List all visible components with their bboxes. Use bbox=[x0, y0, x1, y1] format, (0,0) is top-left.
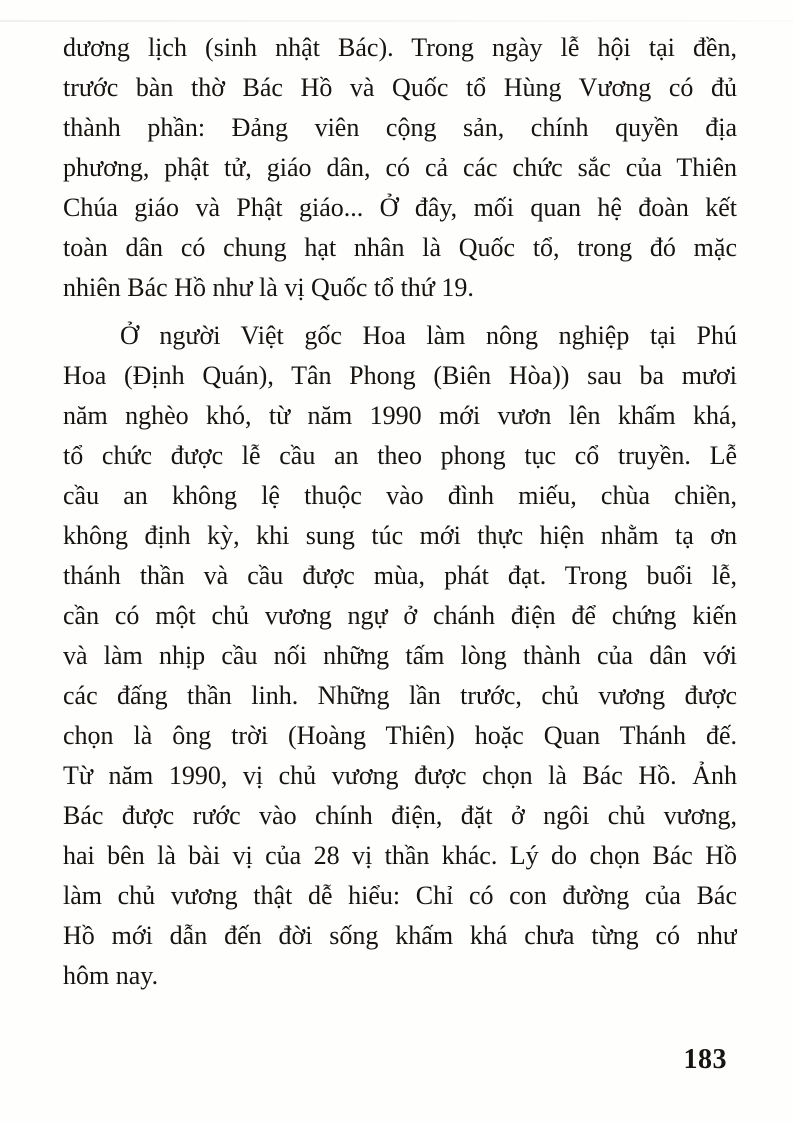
text-line: nhiên Bác Hồ như là vị Quốc tổ thứ 19. bbox=[63, 273, 474, 302]
text-line: trước bàn thờ Bác Hồ và Quốc tổ Hùng Vương có đủ bbox=[63, 73, 737, 102]
text-line: Hoa (Định Quán), Tân Phong (Biên Hòa)) sau ba mươi bbox=[63, 361, 737, 390]
body-text bbox=[63, 28, 737, 996]
text-line: năm nghèo khó, từ năm 1990 mới vươn lên khấm khá, bbox=[63, 401, 737, 430]
text-line: Hồ mới dẫn đến đời sống khấm khá chưa từng có như bbox=[63, 921, 737, 950]
paragraph bbox=[63, 316, 737, 996]
text-line: thánh thần và cầu được mùa, phát đạt. Trong buổi lễ, bbox=[63, 561, 737, 590]
text-line: hai bên là bài vị của 28 vị thần khác. Lý do chọn Bác Hồ bbox=[63, 841, 737, 870]
text-line: phương, phật tử, giáo dân, có cả các chức sắc của Thiên bbox=[63, 153, 737, 182]
text-line: thành phần: Đảng viên cộng sản, chính quyền địa bbox=[63, 113, 737, 142]
text-line: Ở người Việt gốc Hoa làm nông nghiệp tại Phú bbox=[120, 321, 737, 350]
text-line: hôm nay. bbox=[63, 961, 159, 990]
text-line: làm chủ vương thật dễ hiểu: Chỉ có con đường của Bác bbox=[63, 881, 737, 910]
text-line: Từ năm 1990, vị chủ vương được chọn là Bác Hồ. Ảnh bbox=[63, 761, 737, 790]
text-line: và làm nhịp cầu nối những tấm lòng thành của dân với bbox=[63, 641, 737, 670]
page-number: 183 bbox=[683, 1044, 727, 1075]
scan-artifact-line bbox=[0, 20, 793, 22]
text-line: toàn dân có chung hạt nhân là Quốc tổ, trong đó mặc bbox=[63, 233, 737, 262]
text-line: không định kỳ, khi sung túc mới thực hiện nhằm tạ ơn bbox=[63, 521, 737, 550]
text-line: dương lịch (sinh nhật Bác). Trong ngày lễ hội tại đền, bbox=[63, 33, 737, 62]
text-line: Chúa giáo và Phật giáo... Ở đây, mối quan hệ đoàn kết bbox=[63, 193, 737, 222]
text-line: Bác được rước vào chính điện, đặt ở ngôi chủ vương, bbox=[63, 801, 737, 830]
text-line: chọn là ông trời (Hoàng Thiên) hoặc Quan Thánh đế. bbox=[63, 721, 737, 750]
text-line: tổ chức được lễ cầu an theo phong tục cổ truyền. Lễ bbox=[63, 441, 737, 470]
text-line: cầu an không lệ thuộc vào đình miếu, chùa chiền, bbox=[63, 481, 737, 510]
text-line: cần có một chủ vương ngự ở chánh điện để chứng kiến bbox=[63, 601, 737, 630]
paragraph bbox=[63, 28, 737, 308]
text-line: các đấng thần linh. Những lần trước, chủ vương được bbox=[63, 681, 737, 710]
